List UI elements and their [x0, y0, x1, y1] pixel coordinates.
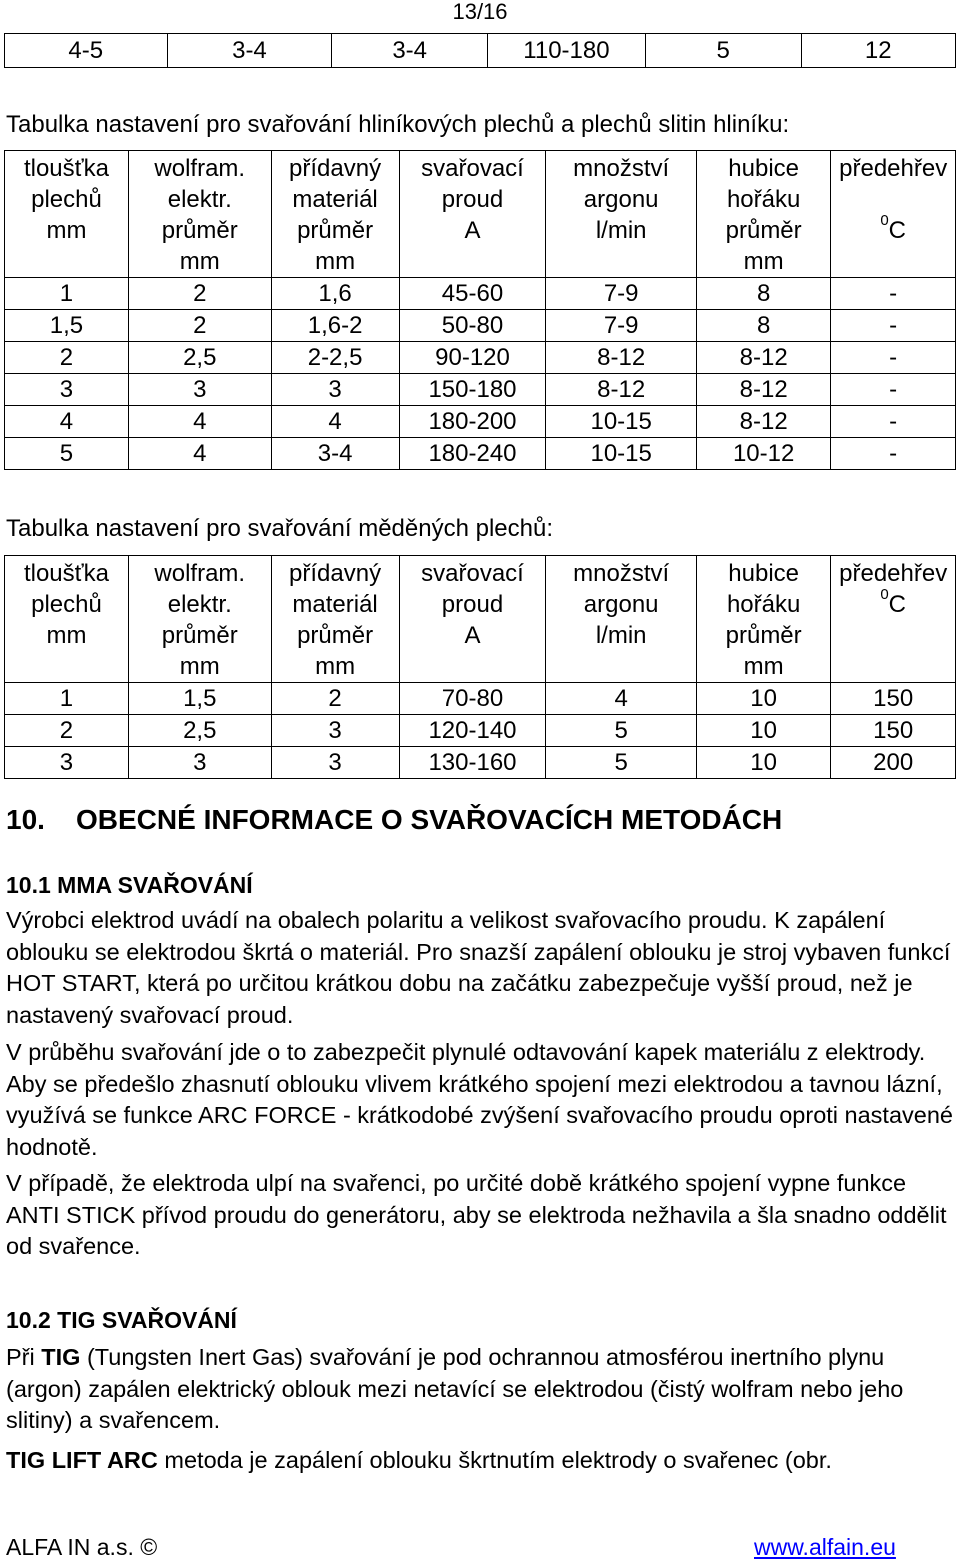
header-line: mm	[743, 248, 784, 275]
table-cell: 200	[831, 747, 956, 779]
table-cell: 3	[128, 747, 271, 779]
copper-settings-table	[4, 555, 956, 779]
table-cell: 2	[271, 683, 399, 715]
table-cell: 5	[546, 715, 697, 747]
header-line: přídavný	[289, 155, 382, 182]
header-line: C	[888, 591, 907, 618]
header-line: průměr	[725, 217, 802, 244]
table-cell: 2,5	[128, 715, 271, 747]
table-cell: 4-5	[5, 34, 168, 68]
header-line: proud	[441, 591, 504, 618]
column-header	[399, 151, 546, 278]
section-10-2-heading: 10.2 TIG SVAŘOVÁNÍ	[6, 1307, 237, 1333]
table-cell: 2	[128, 278, 271, 310]
table-cell: 8-12	[546, 374, 697, 406]
table-cell: 10	[696, 715, 830, 747]
table-cell: 1	[5, 683, 129, 715]
table-row	[5, 438, 956, 470]
table-cell: 50-80	[399, 310, 546, 342]
header-line: hořáku	[726, 186, 801, 213]
table-cell: 120-140	[399, 715, 546, 747]
column-header	[5, 556, 129, 683]
header-line: proud	[441, 186, 504, 213]
paragraph: V případě, že elektroda ulpí na svařenci, po určité době krátkého spojení vypne funkce ANTI STICK přívod proudu do generátoru, aby se elektroda nežhavila a šla snadno oddělit od svařence.	[6, 1170, 947, 1259]
table-cell: 1,5	[128, 683, 271, 715]
column-header	[696, 151, 830, 278]
table-row	[5, 310, 956, 342]
table-cell: 1,5	[5, 310, 129, 342]
text: (Tungsten Inert Gas) svařování je pod ochrannou atmosférou inertního plynu (argon) zapálen elektrický oblouk mezi netavící se elektrodou (čistý wolfram nebo jeho slitiny) a svařencem.	[6, 1344, 904, 1433]
aluminium-settings-table	[4, 150, 956, 470]
table-cell: -	[831, 406, 956, 438]
header-line: elektr.	[167, 591, 232, 618]
table-cell: 2-2,5	[271, 342, 399, 374]
header-line: svařovací	[421, 560, 524, 587]
table-cell: 150	[831, 715, 956, 747]
table-cell: 10-12	[696, 438, 830, 470]
table-cell: 1,6-2	[271, 310, 399, 342]
table-cell: -	[831, 438, 956, 470]
header-line: mm	[46, 217, 87, 244]
header-line: materiál	[292, 186, 378, 213]
table-cell: 4	[546, 683, 697, 715]
header-line: hubice	[728, 155, 800, 182]
continued-table	[4, 33, 956, 68]
table-cell: 10	[696, 683, 830, 715]
tig-term: TIG	[41, 1344, 81, 1370]
header-line: množství	[573, 155, 670, 182]
header-line: C	[888, 217, 907, 244]
table-cell: 7-9	[546, 310, 697, 342]
copper-table-title: Tabulka nastavení pro svařování měděných plechů:	[6, 515, 553, 542]
table-cell: -	[831, 310, 956, 342]
header-row	[5, 151, 956, 278]
superscript: 0	[880, 212, 889, 229]
table-row	[5, 715, 956, 747]
header-line: elektr.	[167, 186, 232, 213]
text: Při	[6, 1344, 42, 1370]
table-row	[5, 34, 956, 68]
paragraph: V průběhu svařování jde o to zabezpečit plynulé odtavování kapek materiálu z elektrody. Aby se předešlo zhasnutí oblouku vlivem krátkého spojení mezi elektrodou a tavnou lázní, využívá se funkce ARC FORCE - krátkodobé zvýšení svařovacího proudu oproti nastavené hodnotě.	[6, 1039, 953, 1160]
header-line: mm	[46, 622, 87, 649]
header-line: průměr	[161, 622, 238, 649]
text: metoda je zapálení oblouku škrtnutím elektrody o svařenec (obr.	[157, 1446, 832, 1473]
header-line: mm	[743, 653, 784, 680]
table-cell: 180-240	[399, 438, 546, 470]
table-cell: 3	[271, 715, 399, 747]
table-cell: -	[831, 374, 956, 406]
table-cell: 150	[831, 683, 956, 715]
table-cell: 90-120	[399, 342, 546, 374]
header-line: wolfram.	[154, 155, 246, 182]
table-cell: 3	[5, 747, 129, 779]
table-cell: 3	[271, 374, 399, 406]
table-cell: 10-15	[546, 406, 697, 438]
table-cell: 2	[5, 715, 129, 747]
table-cell: 3	[128, 374, 271, 406]
table-cell: 4	[128, 438, 271, 470]
table-cell: 4	[271, 406, 399, 438]
section-10-heading	[6, 803, 782, 837]
column-header	[546, 556, 697, 683]
header-line: argonu	[583, 591, 659, 618]
header-line: wolfram.	[154, 560, 246, 587]
tig-lift-arc-term: TIG LIFT ARC	[6, 1446, 158, 1473]
table-cell: 8	[696, 310, 830, 342]
mma-text	[6, 905, 956, 1263]
table-cell: 1,6	[271, 278, 399, 310]
table-cell: 3	[5, 374, 129, 406]
column-header	[696, 556, 830, 683]
paragraph	[6, 1445, 956, 1477]
header-line: l/min	[595, 217, 647, 244]
header-line: hořáku	[726, 591, 801, 618]
section-number: 10.	[6, 804, 45, 835]
table-cell: 10-15	[546, 438, 697, 470]
table-cell: 5	[546, 747, 697, 779]
header-line: hubice	[728, 560, 800, 587]
header-line: průměr	[297, 217, 374, 244]
table-cell: -	[831, 342, 956, 374]
table-cell: 8	[696, 278, 830, 310]
column-header	[399, 556, 546, 683]
column-header	[128, 556, 271, 683]
table-row	[5, 278, 956, 310]
table-cell: 130-160	[399, 747, 546, 779]
table-cell: 7-9	[546, 278, 697, 310]
header-line: A	[464, 217, 481, 244]
footer-website-link[interactable]: www.alfain.eu	[754, 1534, 896, 1560]
aluminium-table-title: Tabulka nastavení pro svařování hliníkových plechů a plechů slitin hliníku:	[6, 111, 790, 138]
header-row	[5, 556, 956, 683]
tig-text	[6, 1342, 956, 1476]
header-line: množství	[573, 560, 670, 587]
header-line: tloušťka	[23, 155, 109, 182]
header-line: předehřev	[839, 560, 948, 587]
header-line: materiál	[292, 591, 378, 618]
table-cell: 3-4	[167, 34, 332, 68]
table-cell: 12	[801, 34, 956, 68]
header-line: mm	[315, 248, 356, 275]
header-line: mm	[179, 248, 220, 275]
header-line: průměr	[161, 217, 238, 244]
table-cell: 8-12	[696, 342, 830, 374]
table-cell: 3-4	[271, 438, 399, 470]
header-line: svařovací	[421, 155, 524, 182]
header-line: A	[464, 622, 481, 649]
column-header	[271, 151, 399, 278]
page-number: 13/16	[452, 0, 508, 24]
table-cell: 70-80	[399, 683, 546, 715]
header-line: plechů	[31, 591, 102, 618]
table-cell: 8-12	[696, 374, 830, 406]
table-cell: 2	[5, 342, 129, 374]
header-line: argonu	[583, 186, 659, 213]
table-cell: 45-60	[399, 278, 546, 310]
table-row	[5, 747, 956, 779]
header-line: l/min	[595, 622, 647, 649]
table-cell: 110-180	[487, 34, 645, 68]
header-line: průměr	[297, 622, 374, 649]
column-header	[546, 151, 697, 278]
table-cell: 3	[271, 747, 399, 779]
table-cell: 8-12	[696, 406, 830, 438]
header-line: přídavný	[289, 560, 382, 587]
table-cell: 1	[5, 278, 129, 310]
section-title: OBECNÉ INFORMACE O SVAŘOVACÍCH METODÁCH	[76, 804, 783, 835]
column-header	[5, 151, 129, 278]
table-cell: 180-200	[399, 406, 546, 438]
header-line: mm	[179, 653, 220, 680]
table-row	[5, 406, 956, 438]
column-header	[271, 556, 399, 683]
header-line: mm	[315, 653, 356, 680]
header-line: průměr	[725, 622, 802, 649]
section-10-1-heading: 10.1 MMA SVAŘOVÁNÍ	[6, 872, 253, 898]
paragraph	[6, 1342, 956, 1437]
table-cell: -	[831, 278, 956, 310]
paragraph: Výrobci elektrod uvádí na obalech polaritu a velikost svařovacího proudu. K zapálení oblouku se elektrodou škrtá o materiál. Pro snazší zapálení oblouku je stroj vybaven funkcí HOT START, která po určitou krátkou dobu na začátku zabezpečuje vyšší proud, než je nastavený svařovací proud.	[6, 907, 951, 1028]
table-cell: 2,5	[128, 342, 271, 374]
table-cell: 2	[128, 310, 271, 342]
column-header	[831, 151, 956, 278]
table-cell: 5	[5, 438, 129, 470]
table-cell: 4	[5, 406, 129, 438]
table-row	[5, 374, 956, 406]
table-cell: 150-180	[399, 374, 546, 406]
table-cell: 3-4	[332, 34, 488, 68]
header-line: předehřev	[839, 155, 948, 182]
superscript: 0	[880, 586, 889, 603]
table-cell: 8-12	[546, 342, 697, 374]
column-header	[831, 556, 956, 683]
table-cell: 5	[645, 34, 801, 68]
footer-company: ALFA IN a.s. ©	[6, 1534, 158, 1560]
header-line: plechů	[31, 186, 102, 213]
table-cell: 4	[128, 406, 271, 438]
header-line: tloušťka	[23, 560, 109, 587]
table-cell: 10	[696, 747, 830, 779]
table-row	[5, 342, 956, 374]
table-row	[5, 683, 956, 715]
column-header	[128, 151, 271, 278]
